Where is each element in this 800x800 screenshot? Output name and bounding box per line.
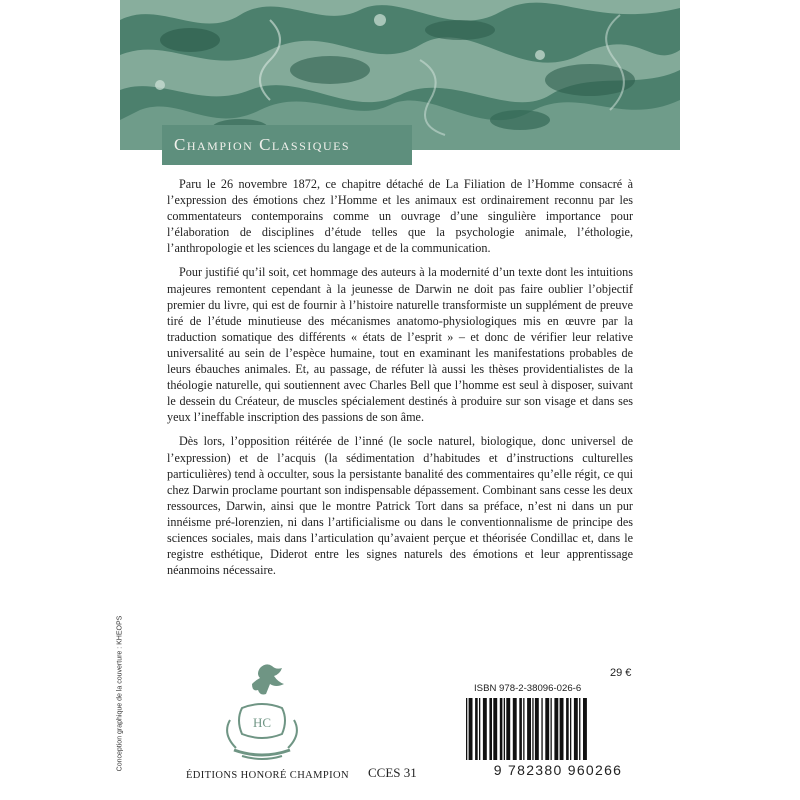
- barcode-bar: [500, 698, 503, 760]
- blurb-paragraph-1: Paru le 26 novembre 1872, ce chapitre détaché de La Filiation de l’Homme consacré à l’expression des émotions chez l’Homme et les animaux est ordinairement reconnu par les commentateurs contemporains comme un ouvrage d’une singulière importance pour l’élaboration de disciplines d’étude telles que la psychologie animale, l’éthologie, l’anthropologie et les sciences du langage et de la communication.: [167, 177, 633, 256]
- logo-monogram: HC: [252, 715, 272, 730]
- barcode-bar: [493, 698, 497, 760]
- barcode-digits: 9 782380 960266: [493, 762, 623, 778]
- barcode-bar: [469, 698, 473, 760]
- barcode-bar: [551, 698, 552, 760]
- barcode-bar: [523, 698, 524, 760]
- series-code: CCES 31: [368, 765, 417, 780]
- barcode-bar: [504, 698, 505, 760]
- back-cover: [116, 0, 680, 800]
- barcode-bar: [513, 698, 517, 760]
- barcode-bar: [479, 698, 480, 760]
- barcode-bar: [579, 698, 580, 760]
- barcode-bar: [566, 698, 569, 760]
- barcode-bar: [483, 698, 487, 760]
- series-title: Champion Classiques: [162, 125, 412, 165]
- barcode-bar: [506, 698, 510, 760]
- barcode-bar: [532, 698, 533, 760]
- barcode-bar: [541, 698, 542, 760]
- barcode-bar: [583, 698, 587, 760]
- blurb-paragraph-2: Pour justifié qu’il soit, cet hommage des auteurs à la modernité d’un texte dont les intuitions majeures remontent cependant à la jeunesse de Darwin ne doit pas faire oublier l’objectif premier du livre, qui est de fournir à l’histoire naturelle transformiste un supplément de preuve tiré de l’étude minutieuse des mécanismes anatomo-physiologiques mis en œuvre par la traduction somatique des différents « états de l’esprit » – et donc de vérifier leur relative universalité au sein de l’espèce humaine, tout en examinant les manifestations probables de leurs ébauches animales. Et, au passage, de réfuter là aussi les thèses providentialistes de la théologie naturelle, qui soutiennent avec Charles Bell que l’homme est seul à disposer, suivant le dessein du Créateur, de muscles spécialement destinés à produire sur son visage et dans ses yeux l’ineffable inscription des passions de son âme.: [167, 265, 633, 425]
- publisher-logo: [212, 660, 312, 770]
- barcode-bar: [574, 698, 578, 760]
- barcode-bar: [527, 698, 531, 760]
- publisher-name: ÉDITIONS HONORÉ CHAMPION: [185, 770, 349, 781]
- price: 29 €: [610, 667, 632, 679]
- barcode-bar: [466, 698, 467, 760]
- barcode-bar: [535, 698, 539, 760]
- barcode-bar: [475, 698, 478, 760]
- blurb: [167, 176, 633, 586]
- barcode-bar: [554, 698, 558, 760]
- barcode-bar: [560, 698, 564, 760]
- barcode-bar: [489, 698, 492, 760]
- barcode-bar: [570, 698, 571, 760]
- isbn: ISBN 978-2-38096-026-6: [474, 683, 582, 694]
- barcode: [458, 698, 658, 760]
- barcode-bar: [545, 698, 549, 760]
- barcode-bar: [519, 698, 522, 760]
- blurb-paragraph-3: Dès lors, l’opposition réitérée de l’inné (le socle naturel, biologique, donc universel de l’expression) et de l’acquis (la sédimentation d’habitudes et d’instructions culturelles particulières) tend à occulter, sous la persistante banalité des commentaires qu’elle régit, ce qui chez Darwin proclame pourtant son indispensable dépassement. Combinant sans cesse les deux ressources, Darwin, ainsi que le montre Patrick Tort dans sa préface, n’est ni dans un pur innéisme pré-lorenzien, ni dans l’artificialisme ou dans le conventionnalisme de principe des sciences sociales, mais dans l’articulation qu’avaient perçue et théorisée Condillac et, dans le registre esthétique, Diderot entre les signes naturels des émotions et leur apprentissage néanmoins nécessaire.: [167, 434, 633, 578]
- cover-design-credit: Conception graphique de la couverture : KHEOPS: [116, 615, 124, 772]
